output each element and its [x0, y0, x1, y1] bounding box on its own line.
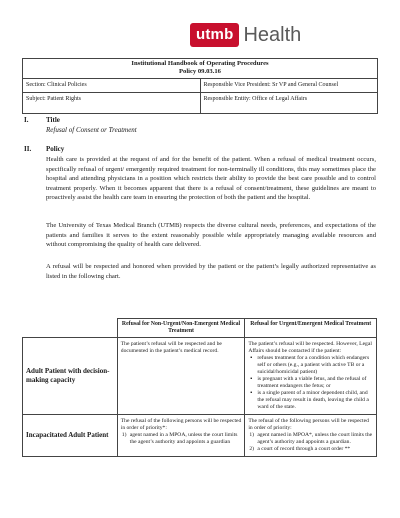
handbook-title: Institutional Handbook of Operating Procedures	[131, 60, 269, 67]
cell-adult-urgent	[245, 338, 377, 415]
cell-incapacitated-urgent	[245, 415, 377, 457]
policy-paragraph-1: Health care is provided at the request of and for the benefit of the patient. When a refusal of medical treatment occurs, specifically refusal of urgent/ emergently required treatment for non-terminally ill conditions, this may sometimes place the hospital and attending physicians in a position which restricts their ability to provide the best care possible and to control treatment properly. When it becomes apparent that there is a refusal of consent/treatment, these guidelines are meant to proactively assist the health care team in ensuring the protection of both the patient and the hospital.	[46, 156, 376, 202]
cell-incapacitated-non-urgent	[117, 415, 245, 457]
row-head-incapacitated: Incapacitated Adult Patient	[23, 415, 118, 457]
cell-adult-non-urgent: The patient’s refusal will be respected and be documented in the patient’s medical record.	[117, 338, 245, 415]
list-text: agent named in MPOA*, unless the court limits the agent’s authority and appoints a guardian.	[257, 432, 373, 445]
col-urgent: Refusal for Urgent/Emergent Medical Treatment	[245, 319, 377, 338]
priority-list	[248, 432, 373, 453]
responsible-vp-cell: Responsible Vice President: Sr VP and General Counsel	[200, 79, 378, 92]
table-header-row	[23, 319, 377, 338]
list-number: 2)	[249, 446, 254, 452]
section-1-subtitle: Refusal of Consent or Treatment	[46, 126, 137, 134]
policy-paragraph-2: The University of Texas Medical Branch (UTMB) respects the diverse cultural needs, preferences, and expectations of the patients and families it serves to the extent reasonably possible while appropriately managing available resources and without compromising the quality of health care delivered.	[46, 222, 376, 249]
list-text: agent named in a MPOA, unless the court limits the agent’s authority and appoints a guardian	[129, 432, 238, 445]
section-1-number: I.	[24, 116, 29, 124]
section-1-title: Title	[46, 116, 60, 124]
policy-paragraph-3: A refusal will be respected and honored when provided by the patient or the patient’s legally authorized representative as listed in the following chart.	[46, 263, 376, 280]
cell-intro: The refusal of the following persons will be respected in order of priority*:	[120, 418, 242, 431]
priority-list	[121, 432, 242, 446]
col-non-urgent: Refusal for Non-Urgent/Non-Emergent Medical Treatment	[117, 319, 245, 338]
list-item: ▪ is a single parent of a minor dependent child, and the refusal may result in death, leaving the child a ward of the state.	[248, 390, 373, 411]
list-item	[248, 446, 373, 453]
subject-cell: Subject: Patient Rights	[26, 96, 81, 102]
row-head-adult-capacity: Adult Patient with decision-making capacity	[23, 338, 118, 415]
table-row	[23, 338, 377, 415]
responsible-entity-cell: Responsible Entity: Office of Legal Affairs	[200, 93, 378, 113]
section-cell: Section: Clinical Policies	[26, 82, 87, 88]
table-corner	[23, 319, 118, 338]
cell-intro: The refusal of the following persons will be respected in order of priority:	[248, 418, 369, 431]
policy-title	[23, 59, 377, 78]
list-item	[121, 432, 242, 446]
utmb-health-logo	[190, 22, 301, 48]
table-row	[23, 415, 377, 457]
cell-intro: The patient’s refusal will be respected. However, Legal Affairs should be contacted if the patient:	[248, 341, 372, 354]
refusal-chart-table	[22, 318, 377, 457]
list-text: a court of record through a court order **	[257, 446, 351, 452]
list-number: 1)	[121, 432, 127, 438]
list-number: 1)	[249, 432, 254, 438]
list-item: ▪ is pregnant with a viable fetus, and the refusal of treatment endangers the fetus; or	[248, 376, 373, 390]
section-2-title: Policy	[46, 145, 65, 153]
list-item	[248, 432, 373, 446]
policy-header-table	[22, 58, 378, 114]
condition-list	[248, 355, 373, 411]
list-item: ▪ refuses treatment for a condition which endangers self or others (e.g., a patient with active TB or a suicidal/homicidal patient)	[248, 355, 373, 376]
policy-number: Policy 09.03.16	[179, 68, 221, 75]
logo-word: Health	[243, 23, 302, 46]
logo-mark: utmb	[190, 23, 239, 47]
section-2-number: II.	[24, 145, 32, 153]
